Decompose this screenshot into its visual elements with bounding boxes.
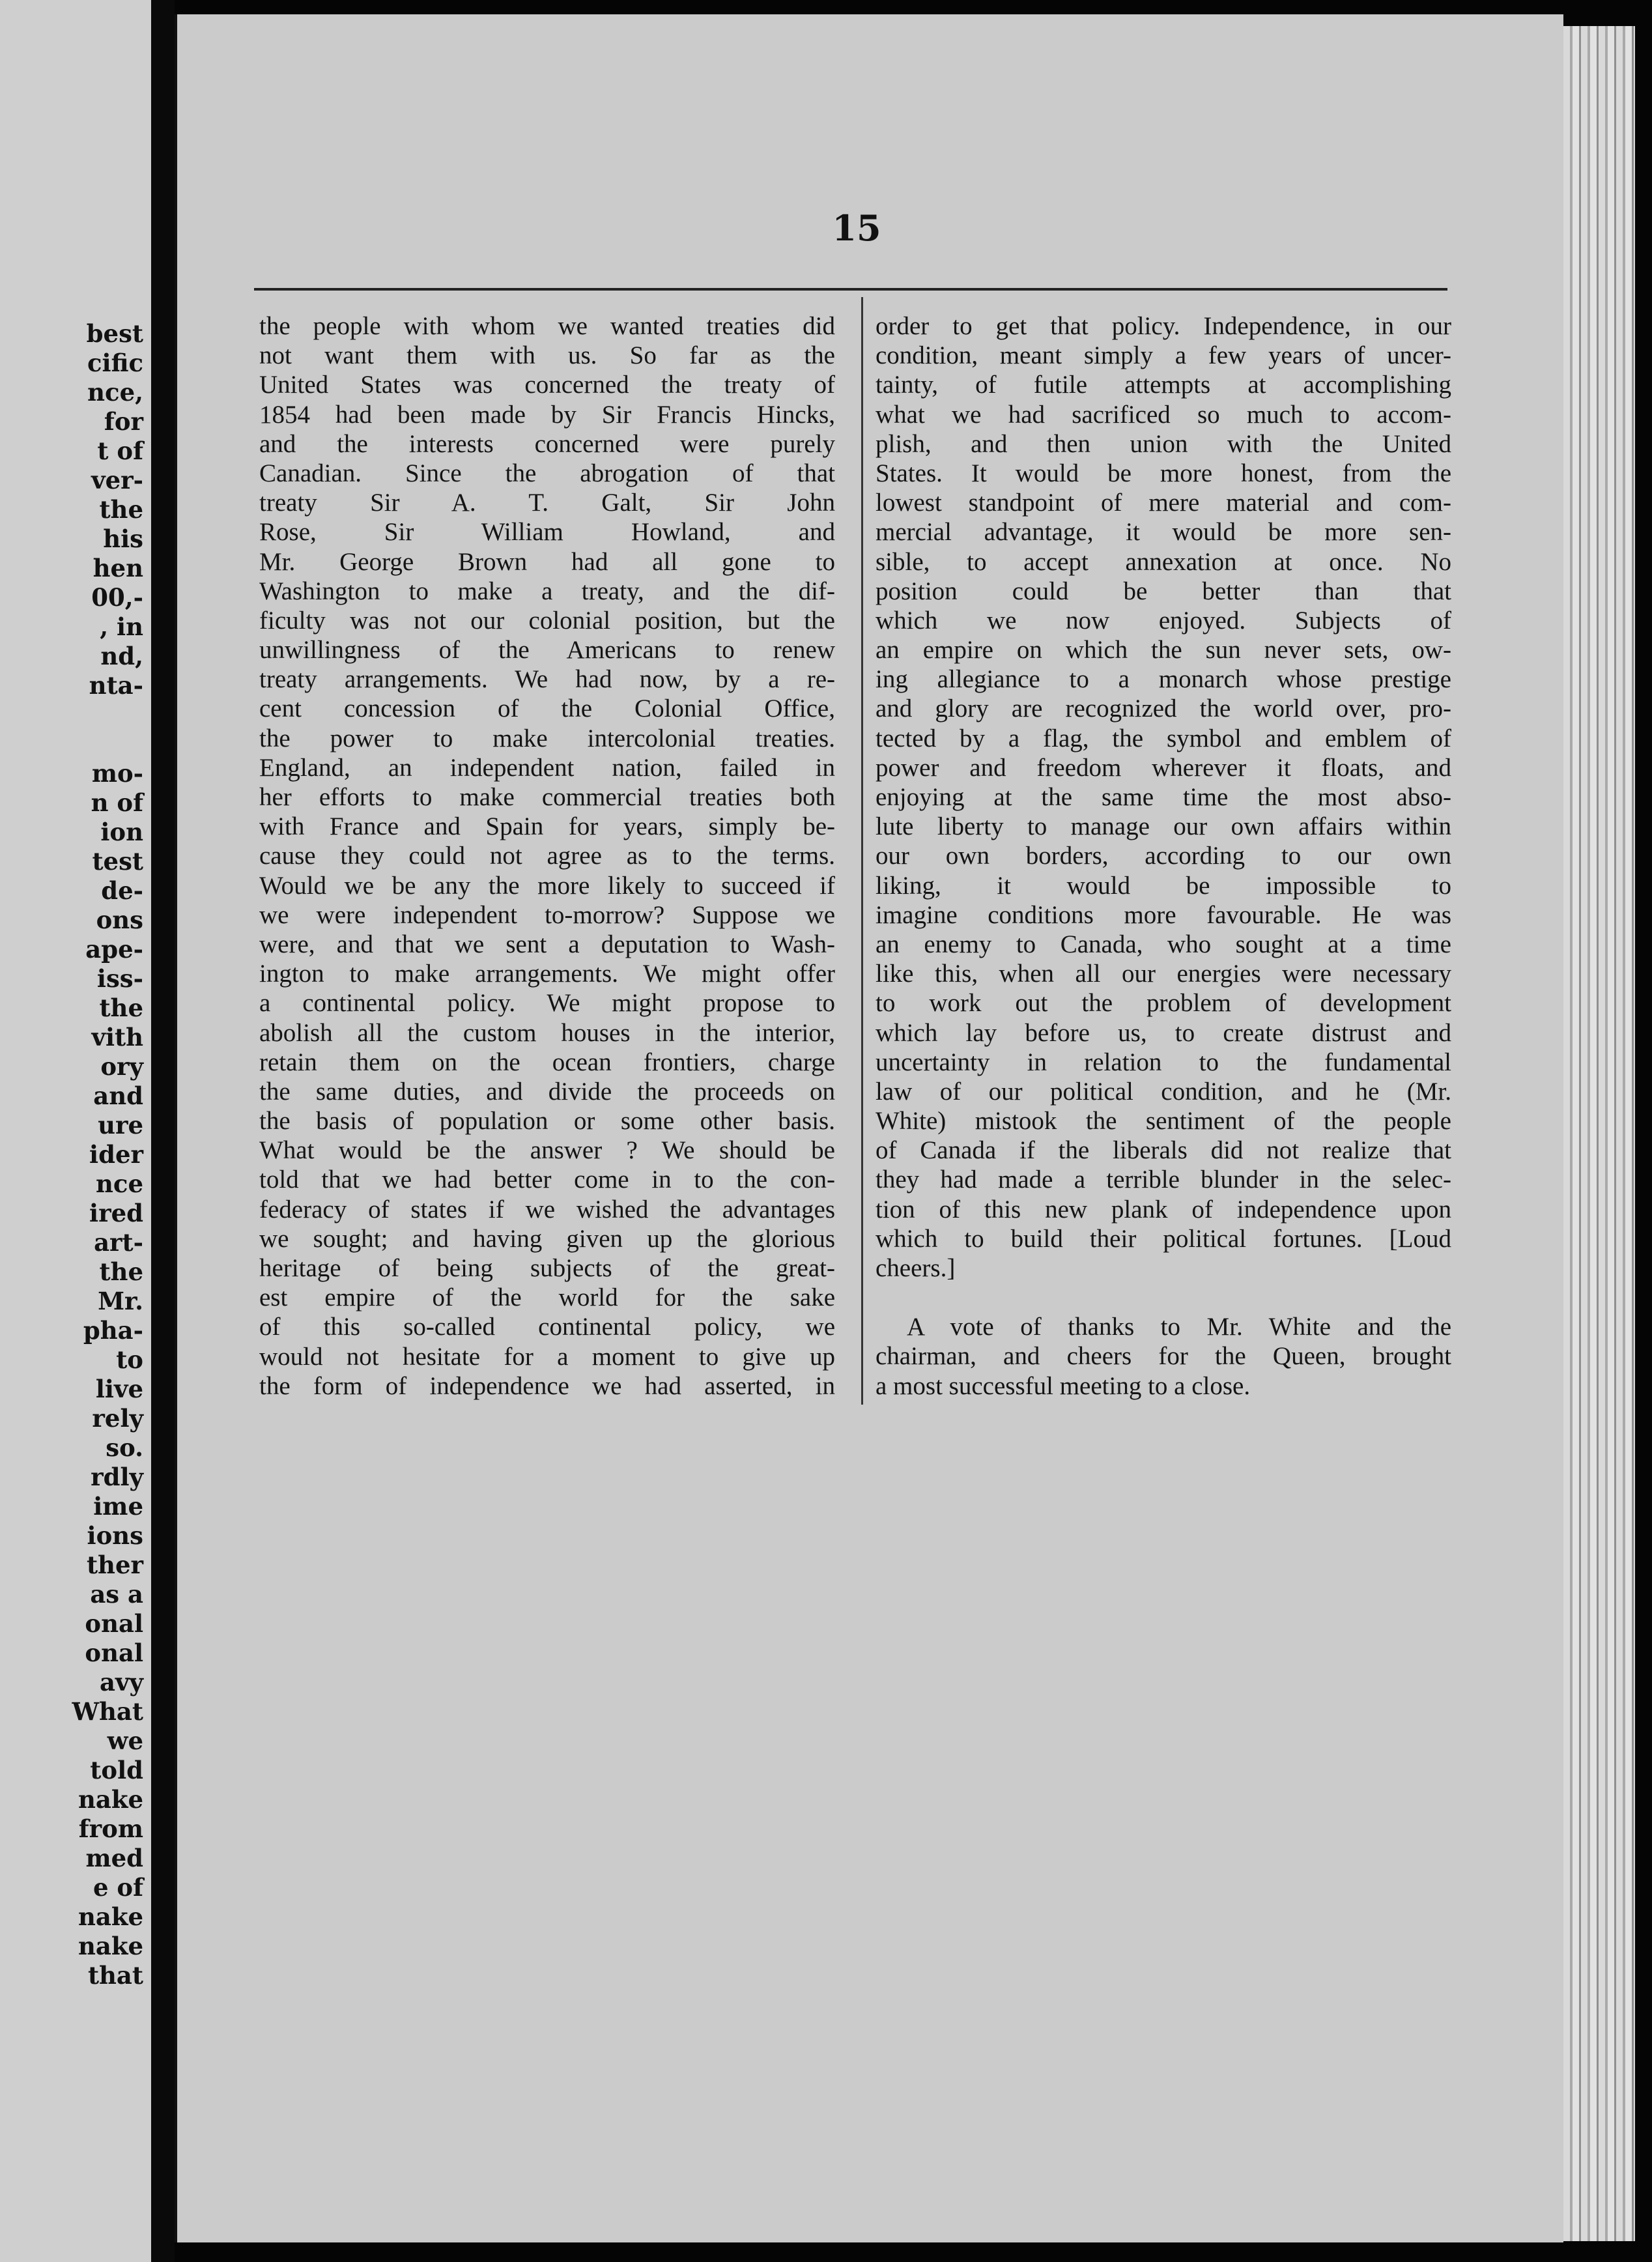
previous-page-line: e of [93,1873,143,1902]
previous-page-line: ions [87,1521,143,1550]
left-column-line: Mr. George Brown had all gone to [259,547,835,576]
left-column-line: we were independent to-morrow? Suppose we [259,900,835,929]
closing-paragraph-line: A vote of thanks to Mr. White and the [907,1313,1451,1341]
previous-page-line: nce [96,1169,143,1198]
previous-page-line: nake [78,1932,143,1960]
left-column-line: est empire of the world for the sake [259,1283,835,1312]
right-column-line: which lay before us, to create distrust and [876,1018,1451,1047]
left-column-line: cent concession of the Colonial Office, [259,694,835,723]
previous-page-line: 00,- [91,583,143,612]
header-rule [254,288,1447,291]
left-column-line: England, an independent nation, failed in [259,753,835,782]
right-column-line: like this, when all our energies were necessary [876,960,1451,988]
previous-page-line: ons [96,906,143,934]
left-column-line: we sought; and having given up the glorious [259,1224,835,1253]
page-number: 15 [832,207,881,249]
previous-page-line: ime [93,1492,143,1521]
left-column-line: heritage of being subjects of the great- [259,1254,835,1282]
left-column-line: her efforts to make commercial treaties both [259,783,835,811]
right-column-line: enjoying at the same time the most abso- [876,783,1451,811]
previous-page-line: onal [85,1609,143,1638]
previous-page-fragment [0,0,151,2262]
right-column-line: tected by a flag, the symbol and emblem of [876,724,1451,752]
previous-page-line: the [99,1257,143,1286]
previous-page-line: , in [100,612,143,641]
previous-page-line: ory [100,1052,143,1081]
left-column-line: unwillingness of the Americans to renew [259,636,835,665]
right-column-line: which to build their political fortunes. [Loud [876,1224,1451,1253]
previous-page-line: and [93,1081,143,1110]
right-column-line: tion of this new plank of independence upon [876,1195,1451,1224]
book-gutter [151,0,175,2262]
right-column-line: to work out the problem of development [876,989,1451,1018]
previous-page-line: rely [92,1404,143,1433]
right-column-line: mercial advantage, it would be more sen- [876,518,1451,547]
previous-page-line: for [104,407,143,436]
right-column-line: uncertainty in relation to the fundamental [876,1048,1451,1076]
previous-page-line: nake [78,1785,143,1814]
right-column-line: an empire on which the sun never sets, ow- [876,636,1451,665]
closing-paragraph-line: chairman, and cheers for the Queen, brought [876,1342,1451,1371]
left-column-line: treaty Sir A. T. Galt, Sir John [259,489,835,517]
left-column-line: cause they could not agree as to the terms. [259,842,835,870]
left-column-line: Rose, Sir William Howland, and [259,518,835,547]
previous-page-text [0,319,143,1990]
left-column-line: Would we be any the more likely to succeed if [259,871,835,900]
left-column-line: a continental policy. We might propose to [259,989,835,1018]
previous-page-line: from [78,1814,143,1843]
previous-page-line: ape- [85,935,143,964]
previous-page-line: so. [106,1433,143,1462]
previous-page-line: avy [100,1668,143,1696]
left-column-line: abolish all the custom houses in the interior, [259,1018,835,1047]
closing-paragraph-line: a most successful meeting to a close. [876,1371,1251,1400]
right-column-line: liking, it would be impossible to [876,871,1451,900]
right-column-line: our own borders, according to our own [876,842,1451,870]
previous-page-line: ion [100,818,143,846]
right-column-line: lute liberty to manage our own affairs within [876,812,1451,841]
previous-page-line: med [85,1844,143,1872]
previous-page-line: nake [78,1902,143,1931]
previous-page-line: t of [97,437,143,465]
right-column-line: which we now enjoyed. Subjects of [876,606,1451,635]
left-column-line: the power to make intercolonial treaties. [259,724,835,752]
right-column-line: an enemy to Canada, who sought at a time [876,930,1451,958]
left-column-line: United States was concerned the treaty of [259,371,835,399]
previous-page-line: cific [87,349,143,377]
left-column-line: and the interests concerned were purely [259,429,835,458]
left-column-line: were, and that we sent a deputation to Wash- [259,930,835,958]
left-column-line: ficulty was not our colonial position, but the [259,606,835,635]
previous-page-line: test [92,847,143,876]
right-column-line: plish, and then union with the United [876,429,1451,458]
right-column-line: sible, to accept annexation at once. No [876,547,1451,576]
previous-page-line: pha- [83,1316,143,1345]
right-column-line: tainty, of futile attempts at accomplishing [876,371,1451,399]
left-column-line: federacy of states if we wished the advantages [259,1195,835,1224]
left-column-line: retain them on the ocean frontiers, charge [259,1048,835,1076]
previous-page-line: ider [89,1140,143,1169]
right-column-line: White) mistook the sentiment of the people [876,1107,1451,1136]
previous-page-line: What [72,1697,143,1726]
right-column [876,311,1451,1401]
previous-page-line: iss- [96,964,143,993]
right-column-line: and glory are recognized the world over, pro- [876,694,1451,723]
left-column-line: the basis of population or some other basis. [259,1107,835,1136]
left-column-line: Washington to make a treaty, and the dif- [259,577,835,605]
right-column-line: States. It would be more honest, from the [876,459,1451,487]
right-column-line: lowest standpoint of mere material and com- [876,489,1451,517]
previous-page-line: live [95,1375,143,1403]
left-column-line: would not hesitate for a moment to give up [259,1342,835,1371]
left-column-line: What would be the answer ? We should be [259,1136,835,1165]
right-column-line: position could be better than that [876,577,1451,605]
previous-page-line: to [116,1345,143,1374]
previous-page-line: art- [94,1228,143,1257]
previous-page-line: the [99,994,143,1022]
previous-page-line: that [87,1961,143,1990]
right-column-line: they had made a terrible blunder in the selec- [876,1166,1451,1194]
previous-page-line: best [86,319,143,348]
previous-page-line: nd, [100,642,143,670]
left-column-line: with France and Spain for years, simply be- [259,812,835,841]
left-column [259,311,835,1401]
previous-page-line: we [107,1726,143,1755]
previous-page-line: hen [93,554,143,582]
right-column-line: condition, meant simply a few years of uncer- [876,341,1451,370]
previous-page-line: nce, [87,378,143,407]
previous-page-line [0,700,143,730]
previous-page-line: the [99,495,143,524]
right-column-line: of Canada if the liberals did not realize that [876,1136,1451,1165]
right-column-line: ing allegiance to a monarch whose prestige [876,665,1451,694]
left-column-line: Canadian. Since the abrogation of that [259,459,835,487]
previous-page-line: ired [89,1199,143,1227]
left-column-line: the form of independence we had asserted, in [259,1371,835,1400]
column-divider [861,297,863,1405]
previous-page-line: Mr. [98,1287,143,1315]
left-column-line: treaty arrangements. We had now, by a re- [259,665,835,694]
previous-page-line: de- [101,876,143,905]
right-column-line: law of our political condition, and he (Mr. [876,1077,1451,1106]
previous-page-line: told [90,1756,143,1784]
previous-page-line: ure [98,1111,143,1139]
right-column-line: what we had sacrificed so much to accom- [876,400,1451,429]
previous-page-line: vith [91,1023,143,1052]
previous-page-line: ver- [91,466,143,494]
previous-page-line: ther [86,1551,143,1579]
left-column-line: ington to make arrangements. We might offer [259,960,835,988]
previous-page-line: as a [90,1580,143,1609]
page-edges [1563,26,1635,2241]
previous-page-line: n of [91,788,143,817]
right-column-line: power and freedom wherever it floats, and [876,753,1451,782]
left-column-line: of this so-called continental policy, we [259,1313,835,1341]
previous-page-line: rdly [91,1463,143,1491]
left-column-line: 1854 had been made by Sir Francis Hincks, [259,400,835,429]
left-column-line: not want them with us. So far as the [259,341,835,370]
previous-page-line: onal [85,1639,143,1667]
previous-page-line: nta- [89,671,143,700]
previous-page-line: mo- [91,759,143,788]
left-column-line: the same duties, and divide the proceeds on [259,1077,835,1106]
right-column-line: order to get that policy. Independence, in our [876,312,1451,340]
previous-page-line [0,730,143,759]
left-column-line: told that we had better come in to the con- [259,1166,835,1194]
right-column-line: imagine conditions more favourable. He was [876,900,1451,929]
right-column-line: cheers.] [876,1254,956,1282]
left-column-line: the people with whom we wanted treaties did [259,312,835,340]
previous-page-line: his [103,524,143,553]
